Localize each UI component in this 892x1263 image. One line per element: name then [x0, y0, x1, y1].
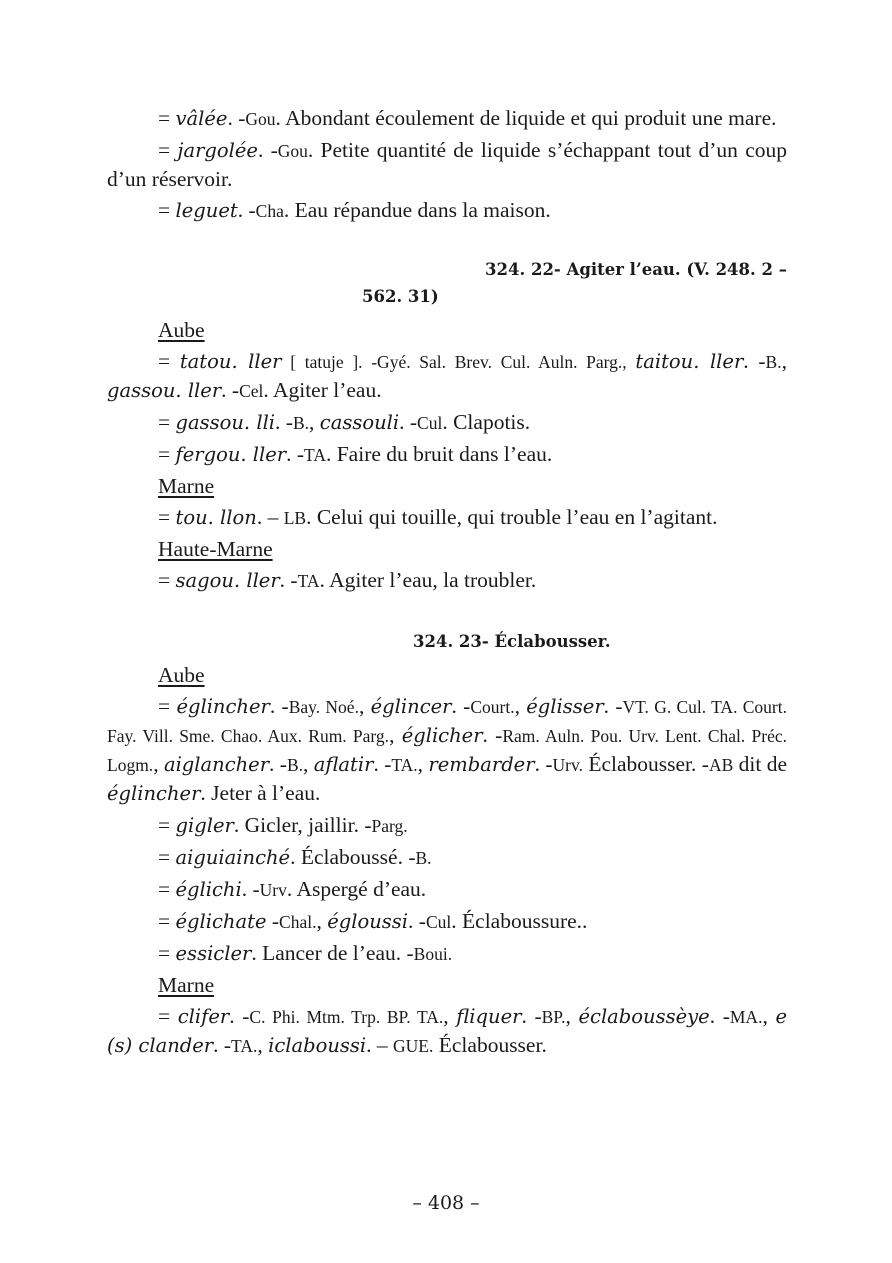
entry-aiguiainche: = aiguiainché. Éclaboussé. -B. [158, 845, 432, 869]
entry-essicler: = essicler. Lancer de l’eau. -Boui. [158, 941, 453, 965]
entry-leguet: = leguet. -Cha. Eau répandue dans la maison. [158, 198, 551, 222]
entry-tatouller: = tatou. ller [ tatuje ]. -Gyé. Sal. Brev. Cul. Auln. Parg., taitou. ller. -B., gassou. ller. -Cel. Agiter l’eau. [107, 349, 787, 402]
entry-toullon: = tou. llon. – LB. Celui qui touille, qui trouble l’eau en l’agitant. [158, 505, 718, 529]
entry-jargolee: = jargolée. -Gou. Petite quantité de liquide s’échappant tout d’un coup d’un réservoir. [107, 138, 787, 191]
section-heading-agiter: 324. 22- Agiter l’eau. (V. 248. 2 – 562. 31) [362, 260, 787, 306]
entry-gassoulli: = gassou. lli. -B., cassouli. -Cul. Clapotis. [158, 410, 531, 434]
document-page [107, 104, 787, 1063]
region-haute-marne: Haute-Marne [158, 537, 273, 561]
entry-sagouller: = sagou. ller. -TA. Agiter l’eau, la troubler. [158, 568, 537, 592]
entry-fergouller: = fergou. ller. -TA. Faire du bruit dans l’eau. [158, 442, 553, 466]
region-aube: Aube [158, 318, 205, 342]
entry-valee: = vâlée. -Gou. Abondant écoulement de liquide et qui produit une mare. [158, 106, 777, 130]
region-marne-2: Marne [158, 973, 215, 997]
entry-eglichate: = églichate -Chal., égloussi. -Cul. Éclaboussure.. [158, 909, 588, 933]
entry-gigler: = gigler. Gicler, jaillir. -Parg. [158, 813, 408, 837]
entry-clifer: = clifer. -C. Phi. Mtm. Trp. BP. TA., fliquer. -BP., éclaboussèye. -MA., e (s) clander. -TA., iclaboussi. – GUE. Éclabousser. [107, 1004, 788, 1057]
entry-eglincher: = églincher. -Bay. Noé., églincer. -Court., églisser. -VT. G. Cul. TA. Court. Fay. Vill. Sme. Chao. Aux. Rum. Parg., églicher. -Ram. Auln. Pou. Urv. Lent. Chal. Préc. Logm., aiglancher. -B., aflatir. -TA., rembarder. -Urv. Éclabousser. -AB dit de églincher. Jeter à l’eau. [107, 694, 787, 805]
region-marne: Marne [158, 474, 215, 498]
section-heading-eclabousser: 324. 23- Éclabousser. [413, 632, 611, 651]
region-aube-2: Aube [158, 663, 205, 687]
entry-eglichi: = églichi. -Urv. Aspergé d’eau. [158, 877, 427, 901]
page-number: – 408 – [412, 1192, 480, 1214]
